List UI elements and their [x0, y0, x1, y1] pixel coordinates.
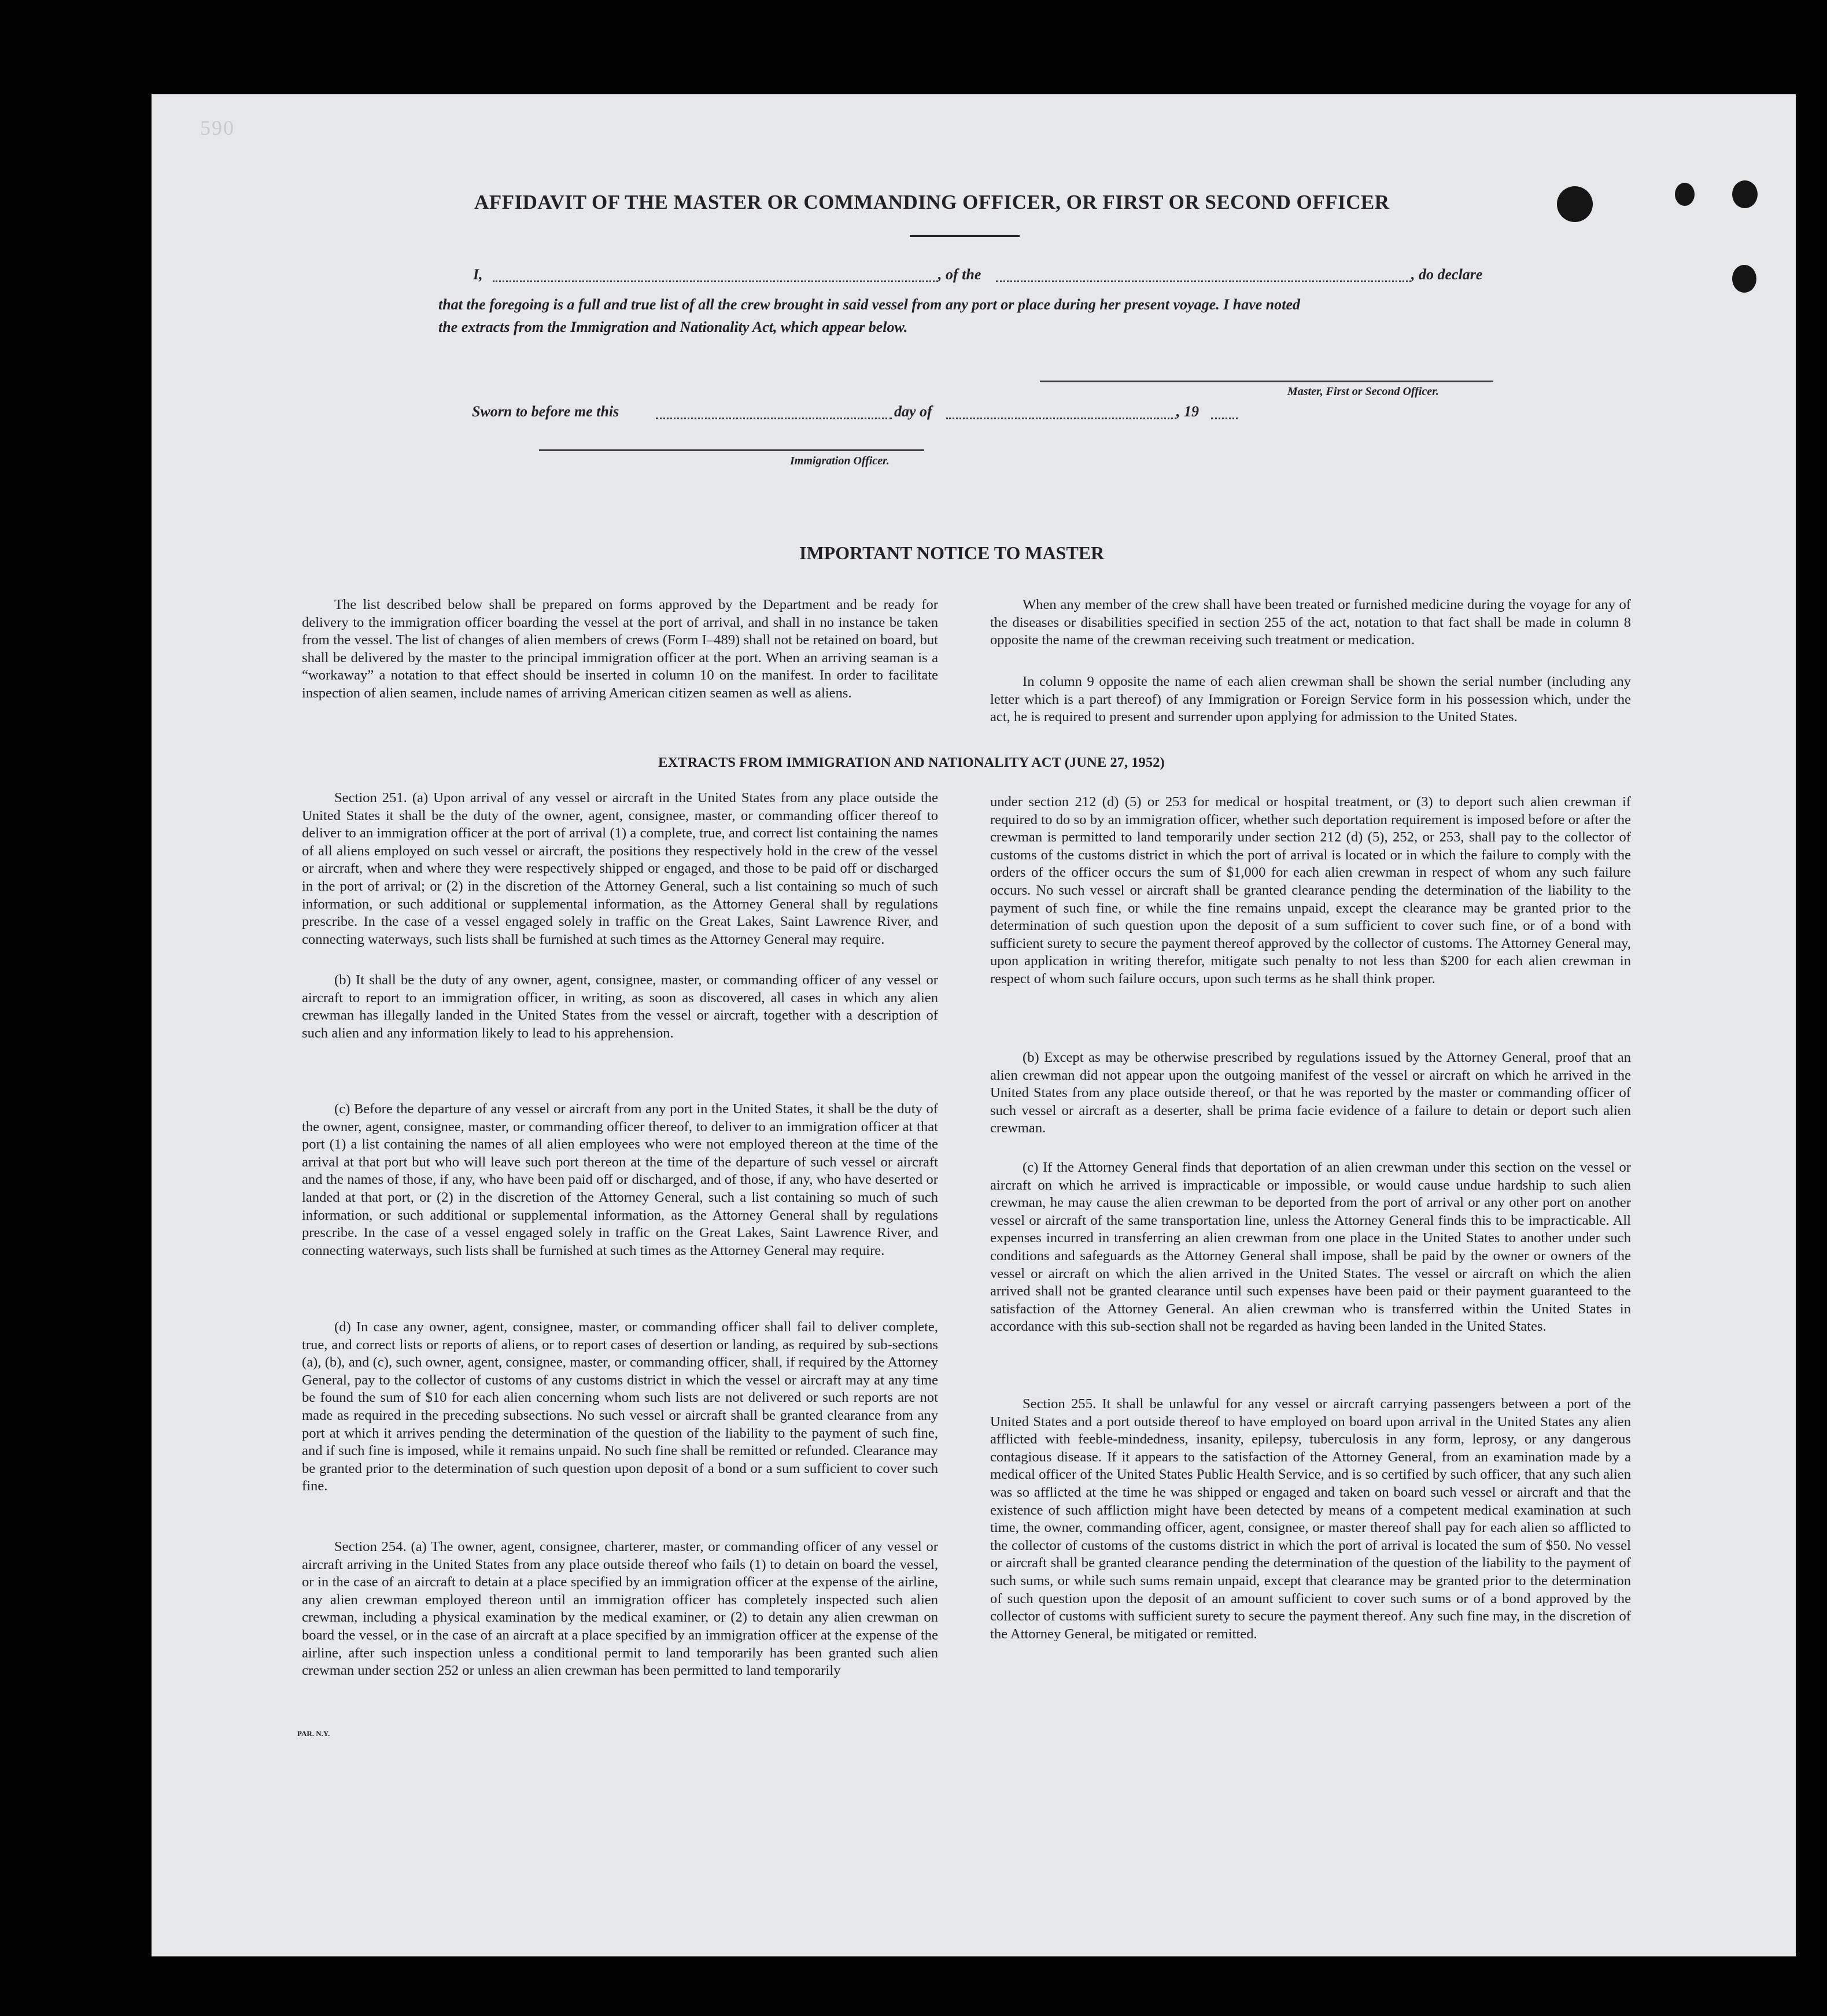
- decl-i: I,: [473, 266, 483, 283]
- decl-line-3: the extracts from the Immigration and Nationality Act, which appear below.: [438, 319, 908, 335]
- master-signature-caption: Master, First or Second Officer.: [1287, 385, 1439, 398]
- punch-hole-1: [1557, 186, 1593, 222]
- punch-hole-4: [1732, 265, 1756, 293]
- extracts-title: EXTRACTS FROM IMMIGRATION AND NATIONALITY ACT (JUNE 27, 1952): [658, 755, 1165, 770]
- sworn-day-line[interactable]: [656, 418, 892, 419]
- notice-right-paragraph-1: When any member of the crew shall have been treated or furnished medicine during the voyage for any of the diseases or disabilities specified in section 255 of the act, notation to that fact shall be made in column 8 opposite the name of the crewman receiving such treatment or medication.: [990, 597, 1631, 648]
- faint-stamp-number: 590: [200, 116, 235, 139]
- sworn-prefix: Sworn to before me this: [472, 403, 619, 420]
- section-255: Section 255. It shall be unlawful for any vessel or aircraft carrying passengers between a port of the United States and a port outside thereof to have employed on board upon arrival in the United States any alien afflicted with feeble-mindedness, insanity, epilepsy, tuberculosis in any form, leprosy, or any dangerous contagious disease. If it appears to the satisfaction of the Attorney General, from an examination made by a medical officer of the United States Public Health Service, and is so certified by such officer, that any such alien was so afflicted at the time he was shipped or engaged and taken on board such vessel or aircraft and that the existence of such affliction might have been detected by means of a competent medical examination at such time, the owner, commanding officer, agent, consignee, or master thereof shall pay for each alien so afflicted to the collector of customs of the customs district in which the port of arrival is located the sum of $50. No vessel or aircraft shall be granted clearance pending the determination of the question of the liability to the payment of such sums, or while such sums remain unpaid, except that clearance may be granted prior to the determination of such question upon the deposit of an amount sufficient to cover such sums or of a bond approved by the collector of customs with sufficient surety to secure the payment thereof. Any such fine may, in the discretion of the Attorney General, be mitigated or remitted.: [990, 1396, 1631, 1642]
- printer-mark: PAR. N.Y.: [297, 1729, 330, 1738]
- name-blank-line[interactable]: [493, 280, 938, 282]
- sworn-year-line[interactable]: [1211, 418, 1238, 419]
- section-254a-continued: under section 212 (d) (5) or 253 for medical or hospital treatment, or (3) to deport such alien crewman if required to do so by an immigration officer, whether such deportation requirement is imposed before or after the crewman is permitted to land temporarily under section 212 (d) (5), 252, or 253, shall pay to the collector of customs of the customs district in which the port of arrival is located or in which the failure to comply with the orders of the officer occurs the sum of $1,000 for each alien crewman in respect of whom any such failure occurs. No such vessel or aircraft shall be granted clearance pending the determination of the liability to the payment of such fine, or while the fine remains unpaid, except the clearance may be granted prior to the determination of such question upon the deposit of a sum sufficient to cover such fine, or of a bond with sufficient surety to secure the payment thereof approved by the collector of customs. The Attorney General may, upon application in writing therefor, mitigate such penalty to not less than $200 for each alien crewman in respect of whom such failure occurs, upon such terms as he shall think proper.: [990, 794, 1631, 987]
- section-251d: (d) In case any owner, agent, consignee, master, or commanding officer shall fail to deliver complete, true, and correct lists or reports of aliens, or to report cases of desertion or landing, as required by sub-sections (a), (b), and (c), such owner, agent, consignee, master, or commanding officer, shall, if required by the Attorney General, pay to the collector of customs of any customs district in which the vessel or aircraft may at any time be found the sum of $10 for each alien concerning whom such lists are not delivered or such reports are not made as required in the preceding subsections. No such vessel or aircraft shall be granted clearance from any port at which it arrives pending the determination of the question of the liability to the payment of such fine, and if such fine is imposed, while it remains unpaid. No such fine shall be remitted or refunded. Clearance may be granted prior to the determination of such question upon deposit of a bond or a sum sufficient to cover such fine.: [302, 1319, 938, 1494]
- notice-right-paragraph-2: In column 9 opposite the name of each alien crewman shall be shown the serial number (including any letter which is a part thereof) of any Immigration or Foreign Service form in his possession which, under the act, he is required to present and surrender upon applying for admission to the United States.: [990, 674, 1631, 725]
- affidavit-title: AFFIDAVIT OF THE MASTER OR COMMANDING OFFICER, OR FIRST OR SECOND OFFICER: [474, 191, 1390, 213]
- officer-signature-caption: Immigration Officer.: [790, 455, 889, 467]
- title-underline: [910, 235, 1020, 237]
- section-251b: (b) It shall be the duty of any owner, agent, consignee, master, or commanding officer of any vessel or aircraft to report to an immigration officer, in writing, as soon as discovered, all cases in which any alien crewman has illegally landed in the United States from the vessel or aircraft, together with a description of such alien and any information likely to lead to his apprehension.: [302, 972, 938, 1041]
- decl-do-declare: , do declare: [1411, 266, 1483, 283]
- sworn-year: , 19: [1176, 403, 1199, 420]
- sworn-day-of: day of: [894, 403, 932, 420]
- punch-hole-2: [1675, 183, 1695, 206]
- notice-title: IMPORTANT NOTICE TO MASTER: [799, 542, 1105, 563]
- punch-hole-3: [1732, 180, 1758, 208]
- section-251c: (c) Before the departure of any vessel or aircraft from any port in the United States, it shall be the duty of the owner, agent, consignee, master, or commanding officer thereof, to deliver to an immigration officer at that port (1) a list containing the names of all alien employees who were not employed thereon at the time of the arrival at that port but who will leave such port thereon at the time of the departure of such vessel or aircraft and the names of those, if any, who have been paid off or discharged, and of those, if any, who have deserted or landed at that port, or (2) in the discretion of the Attorney General, such a list containing so much of such information, or such additional or supplemental information, as the Attorney General shall by regulations prescribe. In the case of a vessel engaged solely in traffic on the Great Lakes, Saint Lawrence River, and connecting waterways, such lists shall be furnished at such times as the Attorney General may require.: [302, 1101, 938, 1258]
- decl-line-2: that the foregoing is a full and true list of all the crew brought in said vessel from any port or place during her present voyage. I have noted: [438, 296, 1301, 313]
- section-254c: (c) If the Attorney General finds that deportation of an alien crewman under this section on the vessel or aircraft on which he arrived is impracticable or impossible, or would cause undue hardship to such alien crewman, he may cause the alien crewman to be deported from the port of arrival or any other port on another vessel or aircraft of the same transportation line, unless the Attorney General finds this to be impracticable. All expenses incurred in transferring an alien crewman from one place in the United States to another under such conditions and safeguards as the Attorney General shall impose, shall be paid by the owner or owners of the vessel or aircraft on which the alien arrived in the United States. The vessel or aircraft on which the alien arrived shall not be granted clearance until such expenses have been paid or their payment guaranteed to the satisfaction of the Attorney General. An alien crewman who is transferred within the United States in accordance with this sub-section shall not be regarded as having been landed in the United States.: [990, 1160, 1631, 1335]
- decl-of-the: , of the: [938, 266, 981, 283]
- section-254a: Section 254. (a) The owner, agent, consignee, charterer, master, or commanding officer of any vessel or aircraft arriving in the United States from any place outside thereof who fails (1) to detain on board the vessel, or in the case of an aircraft to detain at a place specified by an immigration officer at the expense of the airline, any alien crewman employed thereon until an immigration officer has completely inspected such alien crewman, including a physical examination by the medical examiner, or (2) to detain any alien crewman on board the vessel, or in the case of an aircraft at a place specified by an immigration officer at the expense of the airline, after such inspection unless a conditional permit to land temporarily has been granted such alien crewman under section 252 or unless an alien crewman has been permitted to land temporarily: [302, 1539, 938, 1679]
- master-signature-line[interactable]: [1040, 381, 1493, 382]
- notice-left-paragraph: The list described below shall be prepared on forms approved by the Department and be ready for delivery to the immigration officer boarding the vessel at the port of arrival, and shall in no instance be taken from the vessel. The list of changes of alien members of crews (Form I–489) shall not be retained on board, but shall be delivered by the master to the principal immigration officer at the port. When an arriving seaman is a “workaway” a notation to that effect should be inserted in column 10 on the manifest. In order to facilitate inspection of alien seamen, include names of arriving American citizen seamen as well as aliens.: [302, 597, 938, 701]
- officer-signature-line[interactable]: [539, 449, 924, 451]
- sworn-month-line[interactable]: [946, 418, 1176, 419]
- section-254b: (b) Except as may be otherwise prescribed by regulations issued by the Attorney General, proof that an alien crewman did not appear upon the outgoing manifest of the vessel or aircraft on which he arrived in the United States from any place outside thereof, or that he was reported by the master or commanding officer of such vessel or aircraft as a deserter, shall be prima facie evidence of a failure to detain or deport such alien crewman.: [990, 1050, 1631, 1136]
- section-251a: Section 251. (a) Upon arrival of any vessel or aircraft in the United States from any place outside the United States it shall be the duty of the owner, agent, consignee, master, or commanding officer thereof to deliver to an immigration officer at the port of arrival (1) a complete, true, and correct list containing the names of all aliens employed on such vessel or aircraft, the positions they respectively hold in the crew of the vessel or aircraft, when and where they were respectively shipped or engaged, and those to be paid off or discharged in the port of arrival; or (2) in the discretion of the Attorney General, such a list containing so much of such information, or such additional or supplemental information, as the Attorney General shall by regulations prescribe. In the case of a vessel engaged solely in traffic on the Great Lakes, Saint Lawrence River, and connecting waterways, such lists shall be furnished at such times as the Attorney General may require.: [302, 790, 938, 947]
- vessel-blank-line[interactable]: [996, 280, 1411, 282]
